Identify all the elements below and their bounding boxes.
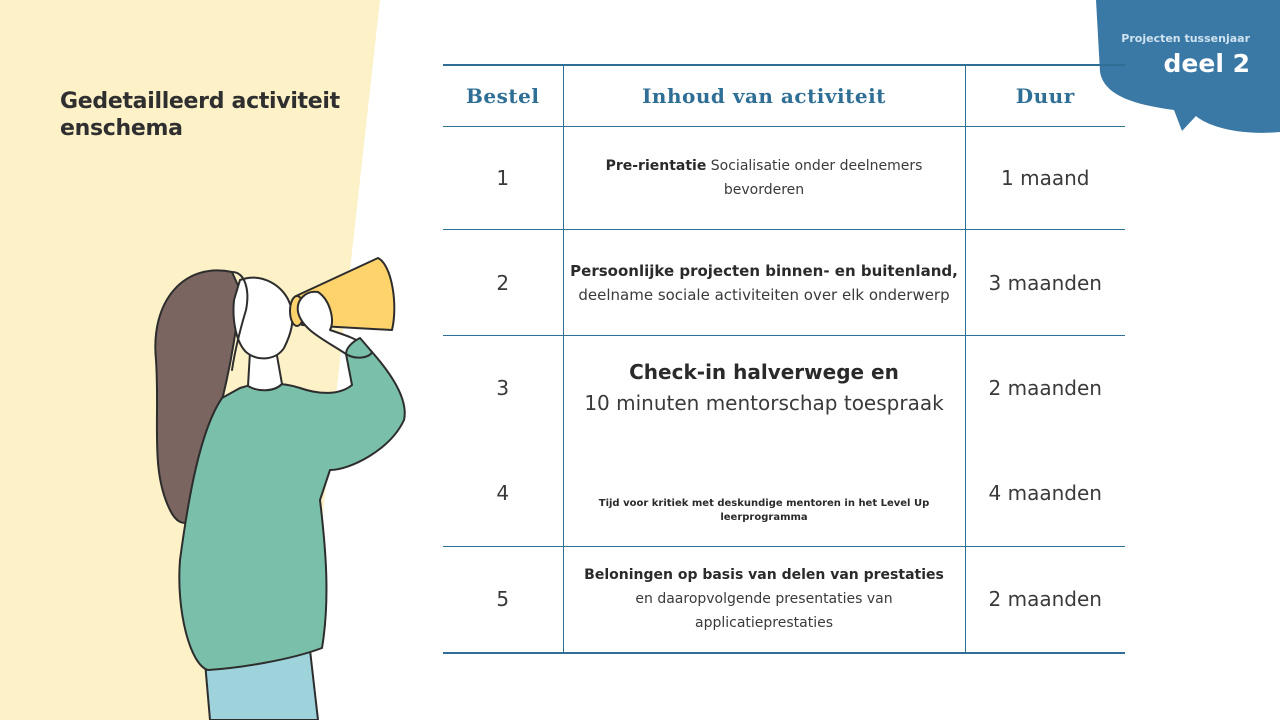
badge-title: deel 2 bbox=[1163, 49, 1250, 78]
activity-title: Beloningen op basis van delen van prestaties bbox=[584, 567, 944, 584]
row-duration: 4 maanden bbox=[965, 441, 1125, 547]
header-order: Bestel bbox=[443, 65, 563, 127]
row-number: 1 bbox=[443, 127, 563, 230]
badge-subtitle: Projecten tussenjaar bbox=[1121, 32, 1250, 45]
row-number: 3 bbox=[496, 376, 510, 401]
activity-text: deelname sociale activiteiten over elk onderwerp bbox=[578, 285, 950, 304]
row-duration: 1 maand bbox=[965, 127, 1125, 230]
activity-title: Check-in halverwege en bbox=[629, 360, 899, 385]
table-row bbox=[443, 441, 1125, 547]
page-title: Gedetailleerd activiteit enschema bbox=[60, 89, 340, 141]
row-activity bbox=[563, 127, 965, 230]
row-activity bbox=[563, 230, 965, 336]
row-number: 5 bbox=[443, 547, 563, 653]
row-activity bbox=[563, 336, 965, 441]
activity-text: Socialisatie onder deelnemers bevorderen bbox=[710, 158, 923, 198]
row-number: 2 bbox=[443, 230, 563, 336]
activity-title: Persoonlijke projecten binnen- en buitenland, bbox=[570, 261, 958, 280]
table-header-row bbox=[443, 65, 1125, 127]
woman-with-megaphone-illustration bbox=[140, 250, 420, 720]
activity-title: Tijd voor kritiek met deskundige mentoren in het Level Up leerprogramma bbox=[598, 498, 930, 524]
activity-text: en daaropvolgende presentaties van applicatieprestaties bbox=[635, 591, 893, 632]
table-row bbox=[443, 336, 1125, 441]
activity-text: 10 minuten mentorschap toespraak bbox=[584, 391, 944, 416]
table-row bbox=[443, 547, 1125, 653]
header-duration: Duur bbox=[965, 65, 1125, 127]
row-number: 4 bbox=[443, 441, 563, 547]
row-duration: 2 maanden bbox=[965, 547, 1125, 653]
header-activity-content: Inhoud van activiteit bbox=[563, 65, 965, 127]
row-duration: 2 maanden bbox=[988, 376, 1102, 401]
activity-title: Pre-rientatie bbox=[605, 158, 707, 174]
table-row bbox=[443, 230, 1125, 336]
row-activity bbox=[563, 547, 965, 653]
table-row bbox=[443, 127, 1125, 230]
activity-schedule-table bbox=[443, 64, 1125, 654]
row-activity bbox=[563, 441, 965, 547]
row-duration: 3 maanden bbox=[965, 230, 1125, 336]
